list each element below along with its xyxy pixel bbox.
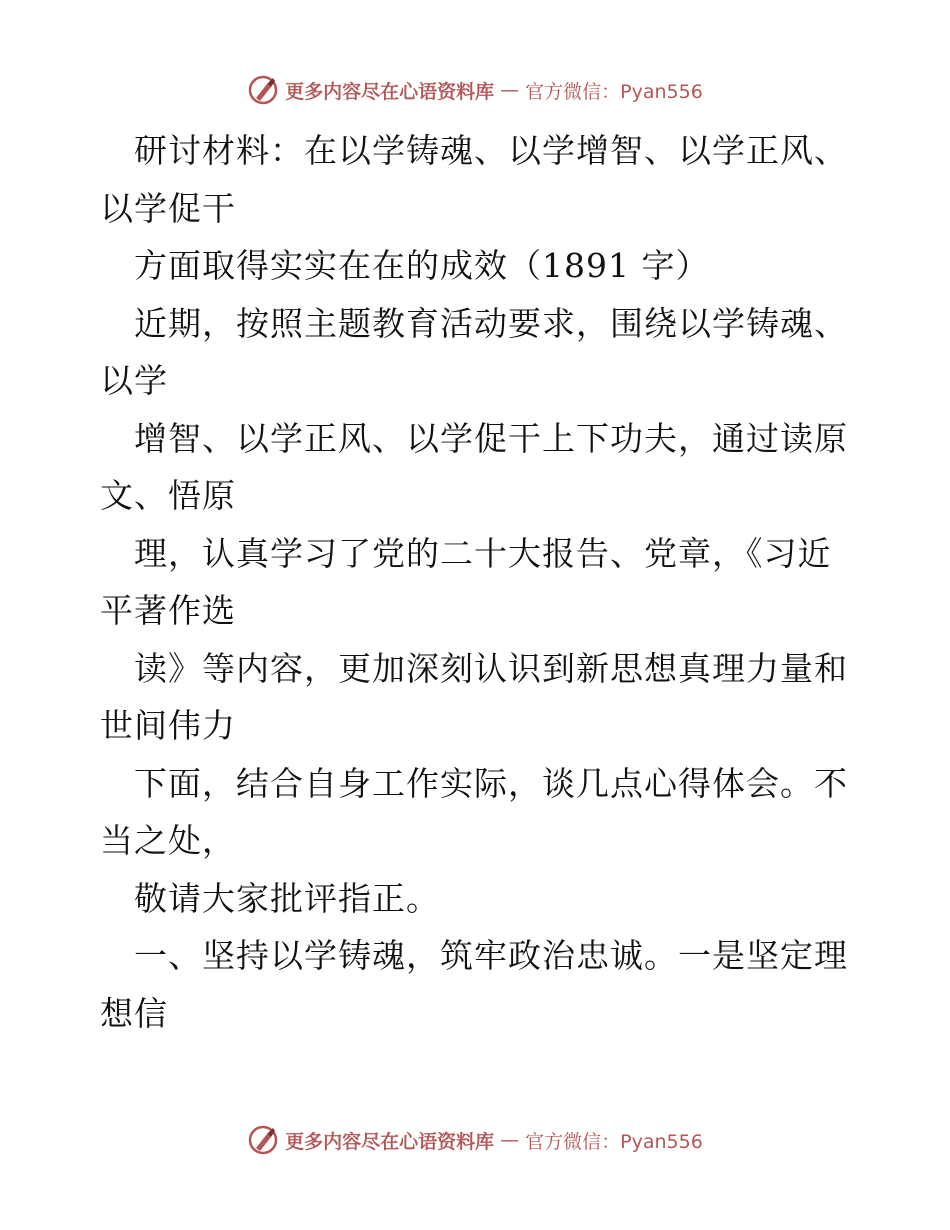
pen-nib-logo-icon xyxy=(247,74,279,106)
doc-line: 想信 xyxy=(100,993,168,1033)
doc-line: 敬请大家批评指正。 xyxy=(134,878,440,918)
pen-nib-logo-icon xyxy=(247,1124,279,1156)
doc-line: 方面取得实实在在的成效（1891 字） xyxy=(134,246,710,285)
doc-line: 平著作选 xyxy=(100,591,236,630)
banner-contact: 官方微信：Pyan556 xyxy=(525,80,703,103)
doc-line: 文、悟原 xyxy=(100,476,236,515)
doc-line: 理，认真学习了党的二十大报告、党章，《习近 xyxy=(134,533,832,573)
document-body xyxy=(100,122,860,1042)
header-watermark-banner xyxy=(0,70,950,110)
doc-line: 世间伟力 xyxy=(100,706,236,745)
banner-contact: 官方微信：Pyan556 xyxy=(525,1130,703,1153)
doc-line: 近期，按照主题教育活动要求，围绕以学铸魂、 xyxy=(134,303,848,343)
doc-line: 研讨材料：在以学铸魂、以学增智、以学正风、 xyxy=(134,131,848,170)
banner-separator: — xyxy=(500,79,520,101)
doc-line: 增智、以学正风、以学促干上下功夫，通过读原 xyxy=(134,418,848,458)
doc-line: 读》等内容，更加深刻认识到新思想真理力量和 xyxy=(134,648,848,688)
banner-separator: — xyxy=(500,1129,520,1151)
doc-line: 一、坚持以学铸魂，筑牢政治忠诚。一是坚定理 xyxy=(134,936,848,975)
banner-text: 更多内容尽在心语资料库 xyxy=(285,80,495,103)
banner-text: 更多内容尽在心语资料库 xyxy=(285,1130,495,1153)
doc-line: 当之处， xyxy=(100,821,236,860)
doc-line: 以学 xyxy=(100,361,168,400)
footer-watermark-banner xyxy=(0,1120,950,1160)
doc-line: 下面，结合自身工作实际，谈几点心得体会。不 xyxy=(134,763,848,803)
doc-line: 以学促干 xyxy=(100,188,236,228)
